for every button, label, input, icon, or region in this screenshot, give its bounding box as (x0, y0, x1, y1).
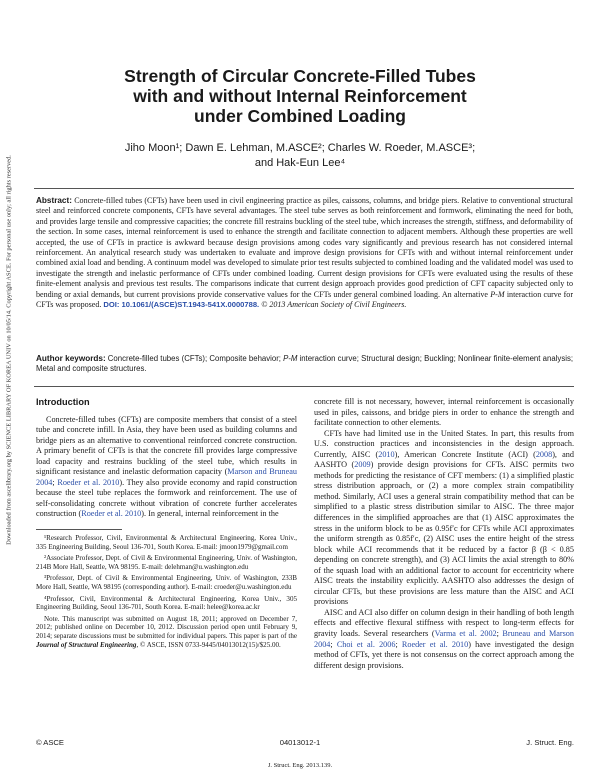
p2-text-a: CFTs have had limited use in the United States. In part, this results from U.S. construction practices and inconsistencies in the design approach. Currently, AISC ( (314, 428, 574, 459)
footnote-1: ¹Research Professor, Civil, Environmental & Architectural Engineering, Korea Univ., 335 Engineering Building, Seoul 136-701, South Korea. E-mail: jmoon1979@gmail.com (36, 534, 297, 551)
p3-text-a: AISC and ACI also differ on column design in their handling of both length effects and effective flexural stiffness with respect to long-term effects for gravity loads. Several researchers ( (314, 607, 574, 639)
abstract-text: Concrete-filled tubes (CFTs) have been used in civil engineering practice as piles, caissons, columns, and bridge piers. Relative to conventional structural steel and reinforced concrete components, CFTs have several advantages. The steel tube serves as both reinforcement and formwork, eliminating the need for both, and provides large tensile and compressive capacities; the concrete fill restrains buckling of the steel tube, which increases the strength, stiffness, and deformability of the section. In some cases, internal reinforcement is used to enhance the strength and facilitate connection to adjacent members. Although these properties are well accepted, the use of CFTs in practice is awkward because design provisions among codes vary significantly and previous research has not considered internal reinforcement. An analytical research study was undertaken to evaluate and improve design provisions for CFTs with and without internal reinforcement under combined axial load and bending. A continuum model was developed to simulate prior test results subjected to combined loading and the validated model was used to investigate the strength and inelastic performance of CFTs under combined loading. Current design provisions for CFTs were evaluated using the results of these finite-element analysis and previous test results. The comparisons indicate that current design approach provides good prediction of CFT capacity subjected only to bending or axial demands, but current provisions provide conservative values for the CFTs under general combined loading. An alternative (36, 196, 574, 299)
abstract-top-rule (34, 188, 574, 189)
title-line-2: with and without Internal Reinforcement (133, 86, 467, 106)
keywords-label: Author keywords: (36, 354, 106, 363)
ref-choi-2006[interactable]: Choi et al. 2006 (336, 639, 396, 649)
authors-line-2: and Hak-Eun Lee⁴ (254, 157, 346, 169)
right-column (314, 397, 574, 671)
footer-journal: J. Struct. Eng. (526, 738, 574, 747)
abstract-copyright: © 2013 American Society of Civil Engineers. (261, 300, 407, 310)
ref-roeder-2010[interactable]: Roeder et al. 2010 (57, 477, 120, 487)
p3-text-b: ) have investigated the design method of CFTs, yet there is not consensus on the correct approach among the different design provisions. (314, 639, 574, 670)
ref-aisc-2010[interactable]: 2010 (378, 449, 395, 459)
citation-line: J. Struct. Eng. 2013.139. (267, 762, 333, 769)
author-keywords (36, 354, 573, 375)
intro-text-a: Concrete-filled tubes (CFTs) are composite members that consist of a steel tube and concrete infill. In Asia, they have been used as building columns and bridge piers as an alternative to conventional reinforced concrete construction. A primary benefit of CFTs is that the concrete fill provides large compressive load capacity and restrains buckling of the steel tube, which results in significant resistance and inelastic deformation capacity ( (36, 414, 297, 477)
footnote-4: ⁴Professor, Civil, Environmental & Architectural Engineering, Korea Univ., 305 Engineering Building, Seoul 136-701, South Korea. E-mail: helee@korea.ac.kr (36, 594, 297, 612)
abstract-text-end: interaction curve for CFTs was proposed. (36, 289, 574, 310)
ref-varma-2002[interactable]: Varma et al. 2002 (434, 629, 497, 639)
ref-bruneau-marson-2004[interactable]: Bruneau and Marson 2004 (314, 629, 574, 649)
ref-aci-2008[interactable]: 2008 (535, 449, 553, 459)
p2-text-d: ) provide design provisions for CFTs. AISC permits two methods for predicting the resistance of CFT members: (1) a simplified plastic stress distribution approach, or (2) a more complex strain compatibility method. Similarly, ACI uses a general strain compatibility method that can be simplified to a plastic stress distribution similar to AISC. The three major differences in the simplified approaches are that (1) AISC approximates the stress in the uniform block to be as 0.95f′c for CFTs while ACI approximates the uniform strength as 0.85f′c, (2) AISC uses the entire height of the stress block while ACI recommends that it be reduced by a factor β (β < 0.85 depending on concrete strength), and (3) ACI limits the axial strength to 80% of the squash load with an additional factor to account for eccentricity where AISC treats the instability explicitly. AASHTO also addresses the design of circular CFTs, but these provisions are less mature than the AISC and ACI provisions (314, 460, 574, 607)
footnotes (36, 534, 297, 649)
download-notice (2, 120, 16, 580)
note-text-a: Note. This manuscript was submitted on August 18, 2011; approved on December 7, 2012; published online on December 10, 2012. Discussion period open until February 9, 2014; separate discussions must be submitted for individual papers. This paper is part of the (36, 614, 297, 640)
journal-name: Journal of Structural Engineering (36, 640, 137, 649)
right-paragraph-2 (314, 429, 574, 608)
footer-page-id: 04013012-1 (279, 738, 321, 747)
intro-paragraph (36, 415, 297, 520)
left-column (36, 397, 297, 652)
ref-roeder-2010-c[interactable]: Roeder et al. 2010 (401, 639, 469, 649)
note-text-b: , © ASCE, ISSN 0733-9445/04013012(15)/$25.00. (136, 640, 281, 649)
abstract-label: Abstract: (36, 196, 72, 205)
keywords-pm: P-M (283, 354, 298, 363)
title-line-3: under Combined Loading (194, 106, 406, 126)
ref-roeder-2010-b[interactable]: Roeder et al. 2010 (81, 509, 142, 519)
keywords-text-b: interaction curve; Structural design; Buckling; Nonlinear finite-element analysis; Metal and composite structures. (36, 354, 574, 374)
intro-text-b: ). They also provide economy and rapid construction because the steel tube replaces the formwork and reinforcement. The use of self-consolidating concrete without vibration of concrete further accelerates construction ( (36, 477, 298, 519)
ref-aashto-2009[interactable]: 2009 (354, 460, 371, 470)
footnote-2: ²Associate Professor, Dept. of Civil & Environmental Engineering, Univ. of Washington, 214B More Hall, Seattle, WA 98195. E-mail: delehman@u.washington.edu (36, 554, 297, 571)
keywords-bottom-rule (34, 386, 574, 387)
doi-link[interactable]: DOI: 10.1061/(ASCE)ST.1943-541X.0000788. (103, 300, 260, 310)
author-list (40, 141, 560, 171)
title-line-1: Strength of Circular Concrete-Filled Tubes (124, 66, 476, 86)
keywords-text-a: Concrete-filled tubes (CFTs); Composite behavior; (107, 354, 281, 363)
footnote-rule (36, 529, 122, 530)
abstract-pm: P-M (490, 289, 505, 299)
introduction-heading: Introduction (36, 397, 90, 407)
intro-sep: ; (52, 477, 58, 487)
article-title (40, 66, 560, 126)
p2-text-c: ), and AASHTO ( (314, 449, 574, 470)
right-paragraph-3: AISC and ACI also differ on column design in their handling of both length effects and effective flexural stiffness with respect to long-term effects for gravity loads. Several researchers (Varma et al. 2002; Bruneau and Marson 2004; Choi et al. 2006; Roeder et al. 2010) have investigated the design method of CFTs, yet there is not consensus on the correct approach among the different design provisions. (314, 607, 574, 670)
intro-text-c: ). In general, internal reinforcement in the (141, 509, 279, 519)
footnote-3: ³Professor, Dept. of Civil & Environmental Engineering, Univ. of Washington, 233B More Hall, Seattle, WA 98195 (corresponding author). E-mail: croeder@u.washington.edu (36, 574, 297, 591)
p2-text-b: ), American Concrete Institute (ACI) ( (394, 449, 536, 459)
footer-left: © ASCE (36, 738, 64, 747)
abstract (36, 196, 573, 310)
manuscript-note (36, 615, 297, 649)
download-notice-text: Downloaded from ascelibrary.org by SCIENCE LIBRARY OF KOREA UNIV on 10/05/14. Copyright ASCE. For personal use only; all rights reserved. (5, 155, 13, 545)
ref-marson-bruneau-2004[interactable]: Marson and Bruneau 2004 (36, 467, 297, 487)
authors-line-1: Jiho Moon¹; Dawn E. Lehman, M.ASCE²; Charles W. Roeder, M.ASCE³; (124, 142, 476, 154)
right-paragraph-1: concrete fill is not necessary, however, internal reinforcement is occasionally used in piles, caissons, and bridge piers in order to enhance the strength and facilitate connection to other elements. (314, 397, 574, 428)
